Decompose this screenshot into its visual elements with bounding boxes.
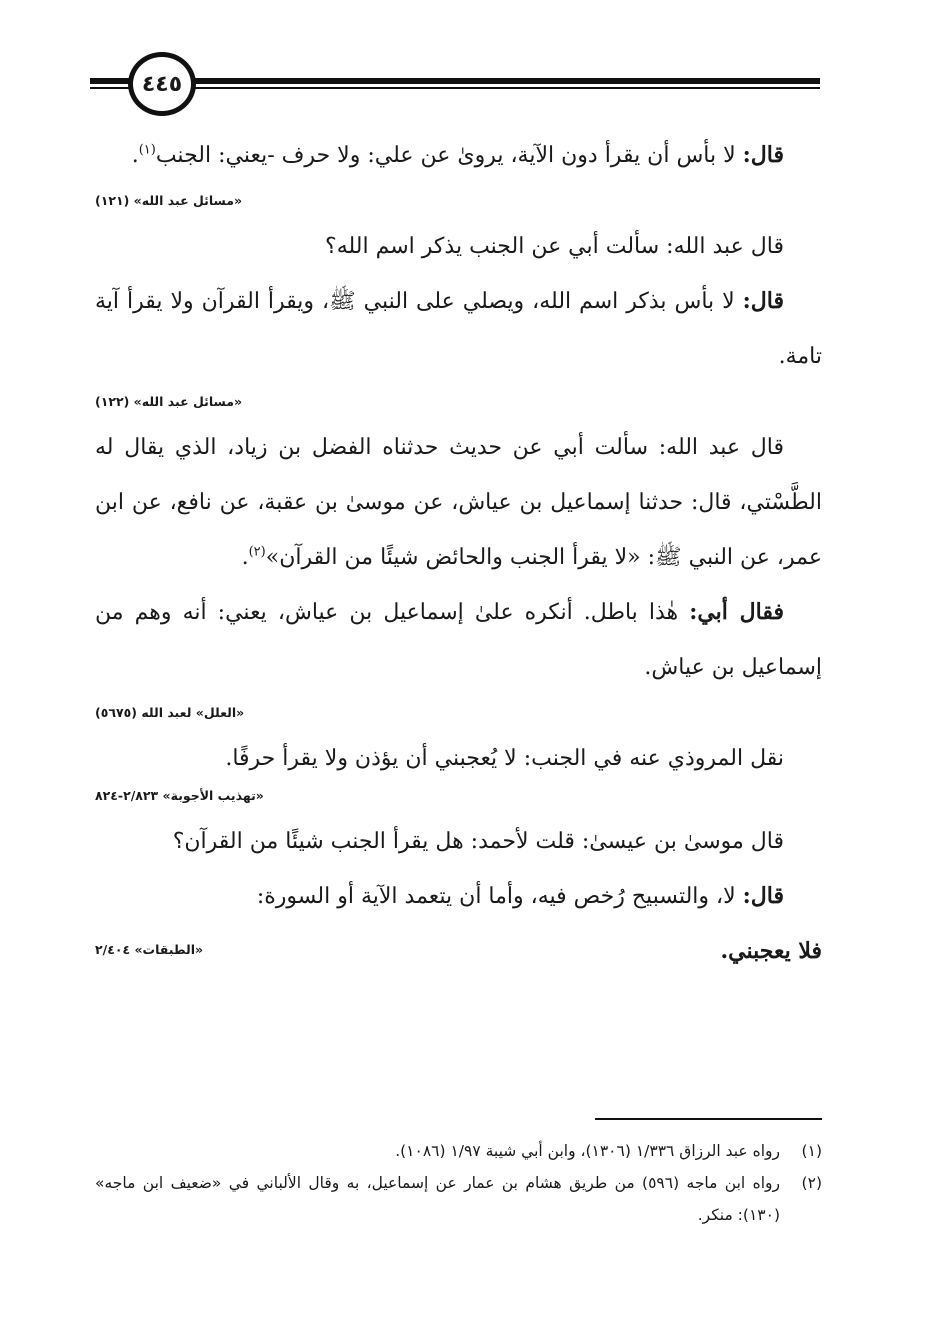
speaker-label: فقال أبي: — [689, 599, 784, 625]
header-rule-thin — [190, 87, 820, 89]
paragraph-text: فلا يعجبني. — [720, 938, 822, 964]
page-number-badge — [128, 52, 196, 116]
main-text — [95, 128, 822, 979]
paragraph-text: لا بأس أن يقرأ دون الآية، يروىٰ عن علي: ولا حرف -يعني: الجنب — [155, 143, 736, 168]
paragraph-8-last-line — [95, 924, 822, 979]
header-rule-left-thick — [90, 78, 130, 84]
paragraph-2 — [95, 219, 822, 274]
source-citation: «مسائل عبد الله» (١٢١) — [95, 193, 243, 208]
footnote-text: رواه ابن ماجه (٥٩٦) من طريق هشام بن عمار عن إسماعيل، به وقال الألباني في «ضعيف ابن ماجه» (١٣٠): منكر. — [95, 1174, 781, 1224]
footnote-marker: (٢) — [248, 544, 266, 560]
paragraph-4: قال عبد الله: سألت أبي عن حديث حدثناه الفضل بن زياد، الذي يقال له الطَّسْتي، قال: حدثنا إسماعيل بن عياش، عن موسىٰ بن عقبة، عن نافع، عن ابن عمر، عن النبي ﷺ: «لا يقرأ الجنب والحائض شيئًا من القرآن»$^{(٢)}$. — [95, 435, 822, 570]
footnote — [95, 1167, 822, 1231]
paragraph-3 — [95, 274, 822, 384]
speaker-label: قال: — [742, 142, 784, 168]
paragraph-7 — [95, 814, 822, 869]
paragraph-text: قال موسىٰ بن عيسىٰ: قلت لأحمد: هل يقرأ الجنب شيئًا من القرآن؟ — [172, 829, 784, 854]
source-citation: «مسائل عبد الله» (١٢٢) — [95, 394, 243, 409]
footnote-number: (٢) — [801, 1174, 822, 1192]
speaker-label: قال: — [742, 883, 784, 909]
footnotes — [95, 1135, 822, 1231]
paragraph-5 — [95, 585, 822, 695]
source-citation: «تهذيب الأجوبة» ٢/٨٢٣-٨٢٤ — [95, 788, 264, 803]
paragraph-text: قال عبد الله: سألت أبي عن الجنب يذكر اسم الله؟ — [325, 234, 784, 259]
paragraph-text: لا بأس بذكر اسم الله، ويصلي على النبي ﷺ، ويقرأ القرآن ولا يقرأ آية تامة. — [95, 289, 822, 369]
footnote-marker: (١) — [138, 142, 156, 158]
paragraph-6 — [95, 731, 822, 786]
page-number: ٤٤٥ — [141, 71, 183, 97]
paragraph-text: هٰذا باطل. أنكره علىٰ إسماعيل بن عياش، يعني: أنه وهم من إسماعيل بن عياش. — [95, 600, 822, 680]
paragraph-1: قال: لا بأس أن يقرأ دون الآية، يروىٰ عن علي: ولا حرف -يعني: الجنب$^{(١)}$. — [131, 142, 784, 168]
paragraph-text: لا، والتسبيح رُخص فيه، وأما أن يتعمد الآية أو السورة: — [256, 884, 736, 909]
page-header — [90, 48, 820, 124]
header-rule-thick — [190, 78, 820, 84]
paragraph-text: قال عبد الله: سألت أبي عن حديث حدثناه الفضل بن زياد، الذي يقال له الطَّسْتي، قال: حدثنا إسماعيل بن عياش، عن موسىٰ بن عقبة، عن نافع، عن ابن عمر، عن النبي ﷺ: «لا يقرأ الجنب والحائض شيئًا من القرآن» — [95, 435, 822, 570]
source-citation: «العلل» لعبد الله (٥٦٧٥) — [95, 705, 245, 720]
footnote-number: (١) — [801, 1142, 822, 1160]
source-citation: «الطبقات» ٢/٤٠٤ — [95, 942, 204, 957]
paragraph-8 — [95, 869, 822, 924]
header-rule-left-thin — [90, 87, 130, 89]
footnote-separator — [595, 1118, 822, 1120]
paragraph-text: نقل المروذي عنه في الجنب: لا يُعجبني أن يؤذن ولا يقرأ حرفًا. — [225, 746, 784, 771]
footnote-text: رواه عبد الرزاق ١/٣٣٦ (١٣٠٦)، وابن أبي شيبة ١/٩٧ (١٠٨٦). — [395, 1142, 780, 1160]
speaker-label: قال: — [742, 288, 784, 314]
footnote — [95, 1135, 822, 1167]
